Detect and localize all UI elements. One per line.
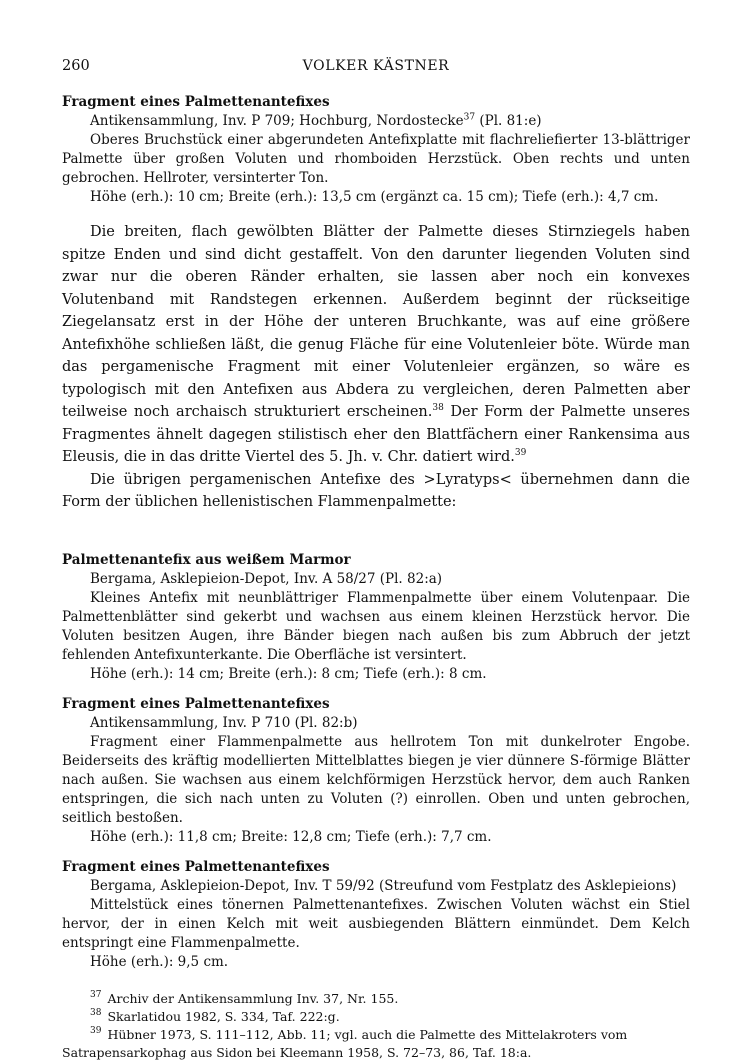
entry-dimensions: Höhe (erh.): 10 cm; Breite (erh.): 13,5 cm (ergänzt ca. 15 cm); Tiefe (erh.): 4,7 cm. <box>90 189 659 205</box>
entry-title: Fragment eines Palmettenantefixes <box>62 695 330 712</box>
footnote-ref-37[interactable]: 37 <box>463 112 476 123</box>
catalog-entry-3 <box>62 694 690 847</box>
entry-location: Antikensammlung, Inv. P 710 (Pl. 82:b) <box>90 714 358 731</box>
footnote-38: $^{38}$ Skarlatidou 1982, S. 334, Taf. 222:g. <box>90 1008 340 1024</box>
footnote-ref-39[interactable]: 39 <box>514 448 527 459</box>
body-text <box>62 221 690 514</box>
running-head: VOLKER KÄSTNER <box>302 58 450 74</box>
catalog-entry-2 <box>62 550 690 684</box>
entry-dimensions: Höhe (erh.): 9,5 cm. <box>90 953 229 970</box>
entry-dimensions: Höhe (erh.): 14 cm; Breite (erh.): 8 cm; Tiefe (erh.): 8 cm. <box>90 665 487 682</box>
entry-description: Mittelstück eines tönernen Palmettenantefixes. Zwischen Voluten wächst ein Stiel hervor, der in einen Kelch mit weit ausbiegenden Blättern einmündet. Dem Kelch entspringt eine Flammenpalmette. <box>62 896 690 951</box>
entry-location: Bergama, Asklepieion-Depot, Inv. A 58/27 (Pl. 82:a) <box>90 570 443 587</box>
page-header <box>62 58 690 80</box>
entry-title: Fragment eines Palmettenantefixes <box>62 858 330 875</box>
catalog-entry-1 <box>62 92 690 207</box>
entry-description: Oberes Bruchstück einer abgerundeten Antefixplatte mit flachreliefierter 13-blättriger Palmette über großen Voluten und rhomboiden Herzstück. Oben rechts und unten gebrochen. Hellroter, versinterter Ton. <box>62 132 690 186</box>
body-paragraph-2: Die übrigen pergamenischen Antefixe des >Lyratyps< übernehmen dann die Form der üblichen hellenistischen Flammenpalmette: <box>62 471 690 510</box>
entry-title: Palmettenantefix aus weißem Marmor <box>62 551 351 568</box>
page-number: 260 <box>62 58 90 74</box>
footnote-37: $^{37}$ Archiv der Antikensammlung Inv. 37, Nr. 155. <box>90 990 399 1006</box>
page <box>62 58 690 1062</box>
entry-dimensions: Höhe (erh.): 11,8 cm; Breite: 12,8 cm; Tiefe (erh.): 7,7 cm. <box>90 828 492 845</box>
footnotes <box>62 990 690 1062</box>
footnote-39: $^{39}$ Hübner 1973, S. 111–112, Abb. 11; vgl. auch die Palmette des Mittelakroters vom Satrapensarkophag aus Sidon bei Kleemann 1958, S. 72–73, 86, Taf. 18:a. <box>62 1026 628 1060</box>
entry-title: Fragment eines Palmettenantefixes <box>62 94 330 110</box>
entry-description: Fragment einer Flammenpalmette aus hellrotem Ton mit dunkelroter Engobe. Beiderseits des kräftig modellierten Mittelblattes biegen je vier dünnere S-förmige Blätter nach außen. Sie wachsen aus einem kelchförmigen Herzstück hervor, dem auch Ranken entspringen, die sich nach unten zu Voluten (?) einrollen. Oben und unten gebrochen, seitlich bestoßen. <box>62 733 690 826</box>
entry-location: Bergama, Asklepieion-Depot, Inv. T 59/92 (Streufund vom Festplatz des Asklepieions) <box>90 877 677 894</box>
entry-description: Kleines Antefix mit neunblättriger Flammenpalmette über einem Volutenpaar. Die Palmettenblätter sind gekerbt und wachsen aus einem kleinen Herzstück hervor. Die Voluten besitzen Augen, ihre Bänder biegen nach außen bis zum Abbruch der jetzt fehlenden Antefixunterkante. Die Oberfläche ist versintert. <box>62 589 690 663</box>
catalog-entry-4 <box>62 857 690 972</box>
body-paragraph-1: Die breiten, flach gewölbten Blätter der Palmette dieses Stirnziegels haben spitze Enden und sind dicht gestaffelt. Von den darunter liegenden Voluten sind zwar nur die oberen Ränder erhalten, sie lassen aber noch ein konvexes Volutenband mit Randstegen erkennen. Außerdem beginnt der rückseitige Ziegelansatz erst in der Höhe der unteren Bruchkante, was auf eine größere Antefixhöhe schließen läßt, die genug Fläche für eine Volutenleier böte. Würde man das pergamenische Fragment mit einer Volutenleier ergänzen, so wäre es typologisch mit den Antefixen aus Abdera zu vergleichen, deren Palmetten aber teilweise noch archaisch strukturiert erscheinen.$^{38}$ Der Form der Palmette unseres Fragmentes ähnelt dagegen stilistisch eher den Blattfächern einer Rankensima aus Eleusis, die in das dritte Viertel des 5. Jh. v. Chr. datiert wird.$^{39}$ <box>62 224 690 465</box>
footnote-ref-38[interactable]: 38 <box>432 403 444 414</box>
entry-location: Antikensammlung, Inv. P 709; Hochburg, Nordostecke$^{37}$ (Pl. 81:e) <box>90 112 542 129</box>
